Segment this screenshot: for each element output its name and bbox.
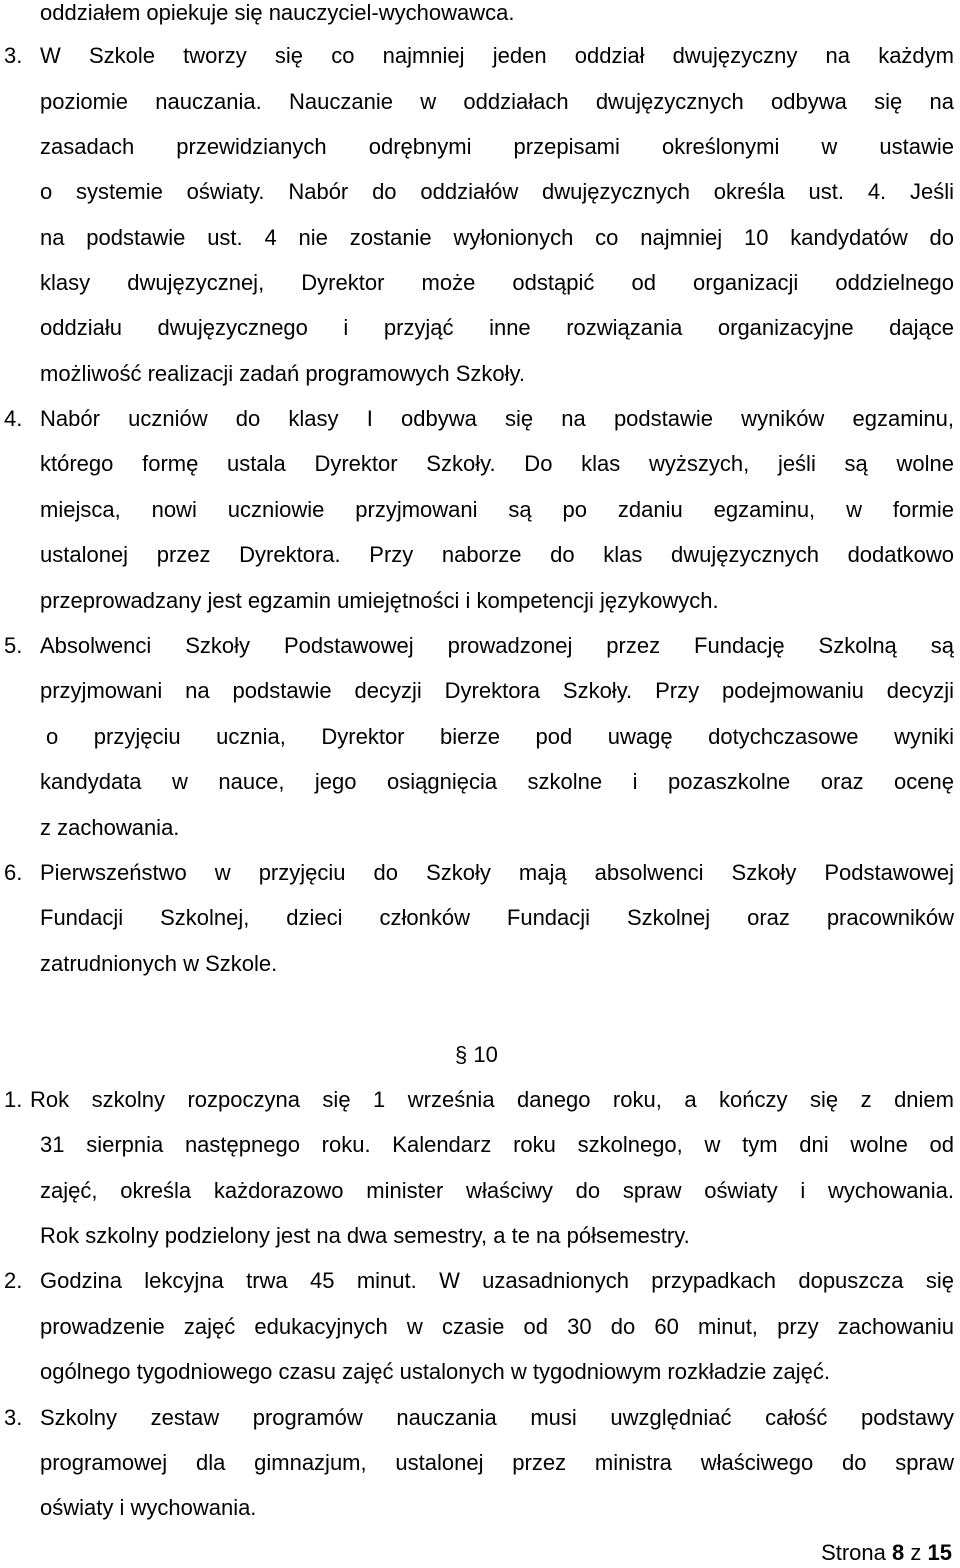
list-number: 1. bbox=[4, 1087, 23, 1112]
paragraph-line: kandydata w nauce, jego osiągnięcia szkolne i pozaszkolne oraz ocenę bbox=[40, 769, 954, 794]
paragraph-line: oddziałem opiekuje się nauczyciel-wychowawca. bbox=[40, 0, 515, 25]
paragraph-line: zasadach przewidzianych odrębnymi przepisami określonymi w ustawie bbox=[40, 134, 954, 159]
paragraph-line: ustalonej przez Dyrektora. Przy naborze do klas dwujęzycznych dodatkowo bbox=[40, 542, 954, 567]
paragraph-line: 31 sierpnia następnego roku. Kalendarz roku szkolnego, w tym dni wolne od bbox=[40, 1132, 954, 1157]
page-label: Strona bbox=[821, 1540, 886, 1565]
paragraph-line: przyjmowani na podstawie decyzji Dyrektora Szkoły. Przy podejmowaniu decyzji bbox=[40, 678, 954, 703]
paragraph-line: miejsca, nowi uczniowie przyjmowani są po zdaniu egzaminu, w formie bbox=[40, 497, 954, 522]
list-number: 3. bbox=[4, 1405, 23, 1430]
paragraph-line: Absolwenci Szkoły Podstawowej prowadzonej przez Fundację Szkolną są bbox=[40, 633, 954, 658]
paragraph-line: poziomie nauczania. Nauczanie w oddziałach dwujęzycznych odbywa się na bbox=[40, 89, 954, 114]
paragraph-line: programowej dla gimnazjum, ustalonej przez ministra właściwego do spraw bbox=[40, 1450, 954, 1475]
paragraph-line: Pierwszeństwo w przyjęciu do Szkoły mają absolwenci Szkoły Podstawowej bbox=[40, 860, 954, 885]
list-number: 6. bbox=[4, 860, 23, 885]
paragraph-line: Godzina lekcyjna trwa 45 minut. W uzasadnionych przypadkach dopuszcza się bbox=[40, 1268, 954, 1293]
paragraph-line: zatrudnionych w Szkole. bbox=[40, 951, 278, 976]
paragraph-line: Nabór uczniów do klasy I odbywa się na podstawie wyników egzaminu, bbox=[40, 406, 954, 431]
list-number: 2. bbox=[4, 1268, 23, 1293]
paragraph-line: o systemie oświaty. Nabór do oddziałów dwujęzycznych określa ust. 4. Jeśli bbox=[40, 179, 954, 204]
paragraph-line: przeprowadzany jest egzamin umiejętności i kompetencji językowych. bbox=[40, 588, 719, 613]
paragraph-line: z zachowania. bbox=[40, 815, 180, 840]
list-number: 3. bbox=[4, 43, 23, 68]
paragraph-line: o przyjęciu ucznia, Dyrektor bierze pod uwagę dotychczasowe wyniki bbox=[46, 724, 954, 749]
paragraph-line: Rok szkolny podzielony jest na dwa semestry, a te na półsemestry. bbox=[40, 1223, 690, 1248]
list-number: 5. bbox=[4, 633, 23, 658]
paragraph-line: zajęć, określa każdorazowo minister właściwy do spraw oświaty i wychowania. bbox=[40, 1178, 954, 1203]
page-number-footer bbox=[821, 1538, 952, 1568]
paragraph-line: Szkolny zestaw programów nauczania musi uwzględniać całość podstawy bbox=[40, 1405, 954, 1430]
paragraph-line: W Szkole tworzy się co najmniej jeden oddział dwujęzyczny na każdym bbox=[40, 43, 954, 68]
section-heading: § 10 bbox=[455, 1042, 498, 1067]
paragraph-line: klasy dwujęzycznej, Dyrektor może odstąpić od organizacji oddzielnego bbox=[40, 270, 954, 295]
paragraph-line: na podstawie ust. 4 nie zostanie wyłonionych co najmniej 10 kandydatów do bbox=[40, 225, 954, 250]
paragraph-line: którego formę ustala Dyrektor Szkoły. Do klas wyższych, jeśli są wolne bbox=[40, 451, 954, 476]
list-number: 4. bbox=[4, 406, 23, 431]
paragraph-line: możliwość realizacji zadań programowych Szkoły. bbox=[40, 361, 525, 386]
paragraph-line: Rok szkolny rozpoczyna się 1 września danego roku, a kończy się z dniem bbox=[30, 1087, 954, 1112]
paragraph-line: oddziału dwujęzycznego i przyjąć inne rozwiązania organizacyjne dające bbox=[40, 315, 954, 340]
paragraph-line: ogólnego tygodniowego czasu zajęć ustalonych w tygodniowym rozkładzie zajęć. bbox=[40, 1359, 831, 1384]
paragraph-line: oświaty i wychowania. bbox=[40, 1495, 257, 1520]
paragraph-line: prowadzenie zajęć edukacyjnych w czasie od 30 do 60 minut, przy zachowaniu bbox=[40, 1314, 954, 1339]
page-separator: z bbox=[910, 1540, 922, 1565]
current-page-number: 8 bbox=[892, 1540, 905, 1565]
paragraph-line: Fundacji Szkolnej, dzieci członków Fundacji Szkolnej oraz pracowników bbox=[40, 905, 954, 930]
total-pages-number: 15 bbox=[927, 1540, 952, 1565]
